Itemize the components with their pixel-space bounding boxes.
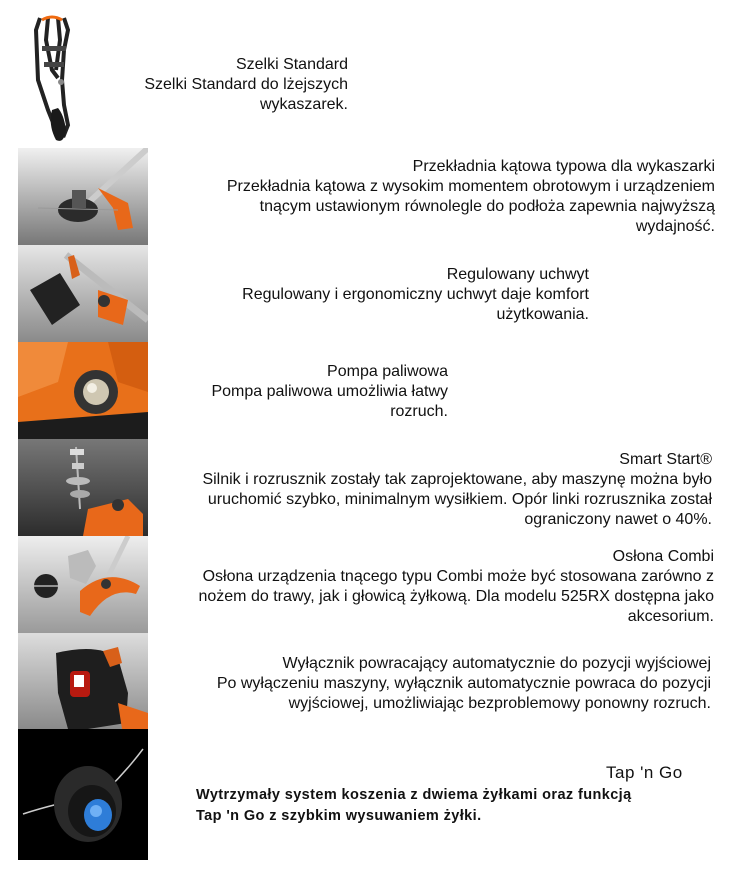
feature-desc-line: Wytrzymały system koszenia z dwiema żyłkami oraz funkcją: [196, 787, 632, 803]
feature-desc-line: ograniczony nawet o 40%.: [524, 511, 712, 528]
feature-desc-line: Pompa paliwowa umożliwia łatwy: [211, 383, 448, 400]
combi-guard-image: [18, 536, 148, 633]
feature-desc-line: uruchomić szybko, minimalnym wysiłkiem. Opór linki rozrusznika został: [207, 491, 712, 508]
feature-title: Pompa paliwowa: [327, 363, 448, 380]
feature-text-8: [196, 785, 632, 827]
feature-desc-line: Po wyłączeniu maszyny, wyłącznik automatycznie powraca do pozycji: [216, 675, 711, 692]
fuel-pump-image: [18, 342, 148, 439]
feature-desc-line: wyjściowej, umożliwiając bezproblemowy ponowny rozruch.: [288, 695, 711, 712]
feature-desc-line: użytkowania.: [496, 306, 589, 323]
feature-desc-line: Przekładnia kątowa z wysokim momentem obrotowym i urządzeniem: [226, 178, 715, 195]
feature-desc-line: Silnik i rozrusznik zostały tak zaprojektowane, aby maszynę można było: [202, 471, 712, 488]
feature-desc-line: wydajność.: [635, 218, 715, 235]
feature-text-2: [227, 157, 715, 237]
handle-image: [18, 245, 148, 342]
feature-desc-line: akcesorium.: [627, 608, 714, 625]
feature-title: Przekładnia kątowa typowa dla wykaszarki: [412, 158, 715, 175]
feature-desc-line: Regulowany i ergonomiczny uchwyt daje komfort: [242, 286, 589, 303]
handle-icon: [18, 245, 148, 342]
feature-desc-line: wykaszarek.: [259, 96, 348, 113]
stop-switch-icon: [18, 633, 148, 729]
stop-switch-image: [18, 633, 148, 729]
feature-text-3: [242, 265, 589, 325]
feature-title: Smart Start®: [619, 451, 712, 468]
feature-title: Szelki Standard: [235, 56, 348, 73]
angle-gear-image: [18, 148, 148, 245]
feature-title: Regulowany uchwyt: [446, 266, 589, 283]
feature-desc-line: tnącym ustawionym równolegle do podłoża zapewnia najwyższą: [259, 198, 715, 215]
feature-desc-line: Osłona urządzenia tnącego typu Combi może być stosowana zarówno z: [202, 568, 714, 585]
fuel-pump-icon: [18, 342, 148, 439]
feature-text-7: [217, 654, 711, 714]
angle-gear-icon: [18, 148, 148, 245]
feature-desc-line: nożem do trawy, jak i głowicą żyłkową. Dla modelu 525RX dostępna jako: [198, 588, 714, 605]
feature-desc-line: Szelki Standard do lżejszych: [144, 76, 348, 93]
feature-text-5: [202, 450, 712, 530]
trimmer-head-icon: [18, 729, 148, 860]
harness-icon: [18, 10, 148, 148]
feature-desc-line: rozruch.: [390, 403, 448, 420]
feature-text-1: [144, 55, 348, 115]
feature-title: Tap 'n Go: [606, 763, 683, 782]
smart-start-image: [18, 439, 148, 536]
feature-desc-line: Tap 'n Go z szybkim wysuwaniem żyłki.: [196, 808, 482, 824]
feature-text-6: [198, 547, 714, 627]
feature-text-4: [211, 362, 448, 422]
harness-image: [18, 10, 148, 148]
feature-title: Wyłącznik powracający automatycznie do pozycji wyjściowej: [282, 655, 711, 672]
trimmer-head-image: [18, 729, 148, 860]
combi-guard-icon: [18, 536, 148, 633]
feature-title: Osłona Combi: [612, 548, 714, 565]
smart-start-icon: [18, 439, 148, 536]
